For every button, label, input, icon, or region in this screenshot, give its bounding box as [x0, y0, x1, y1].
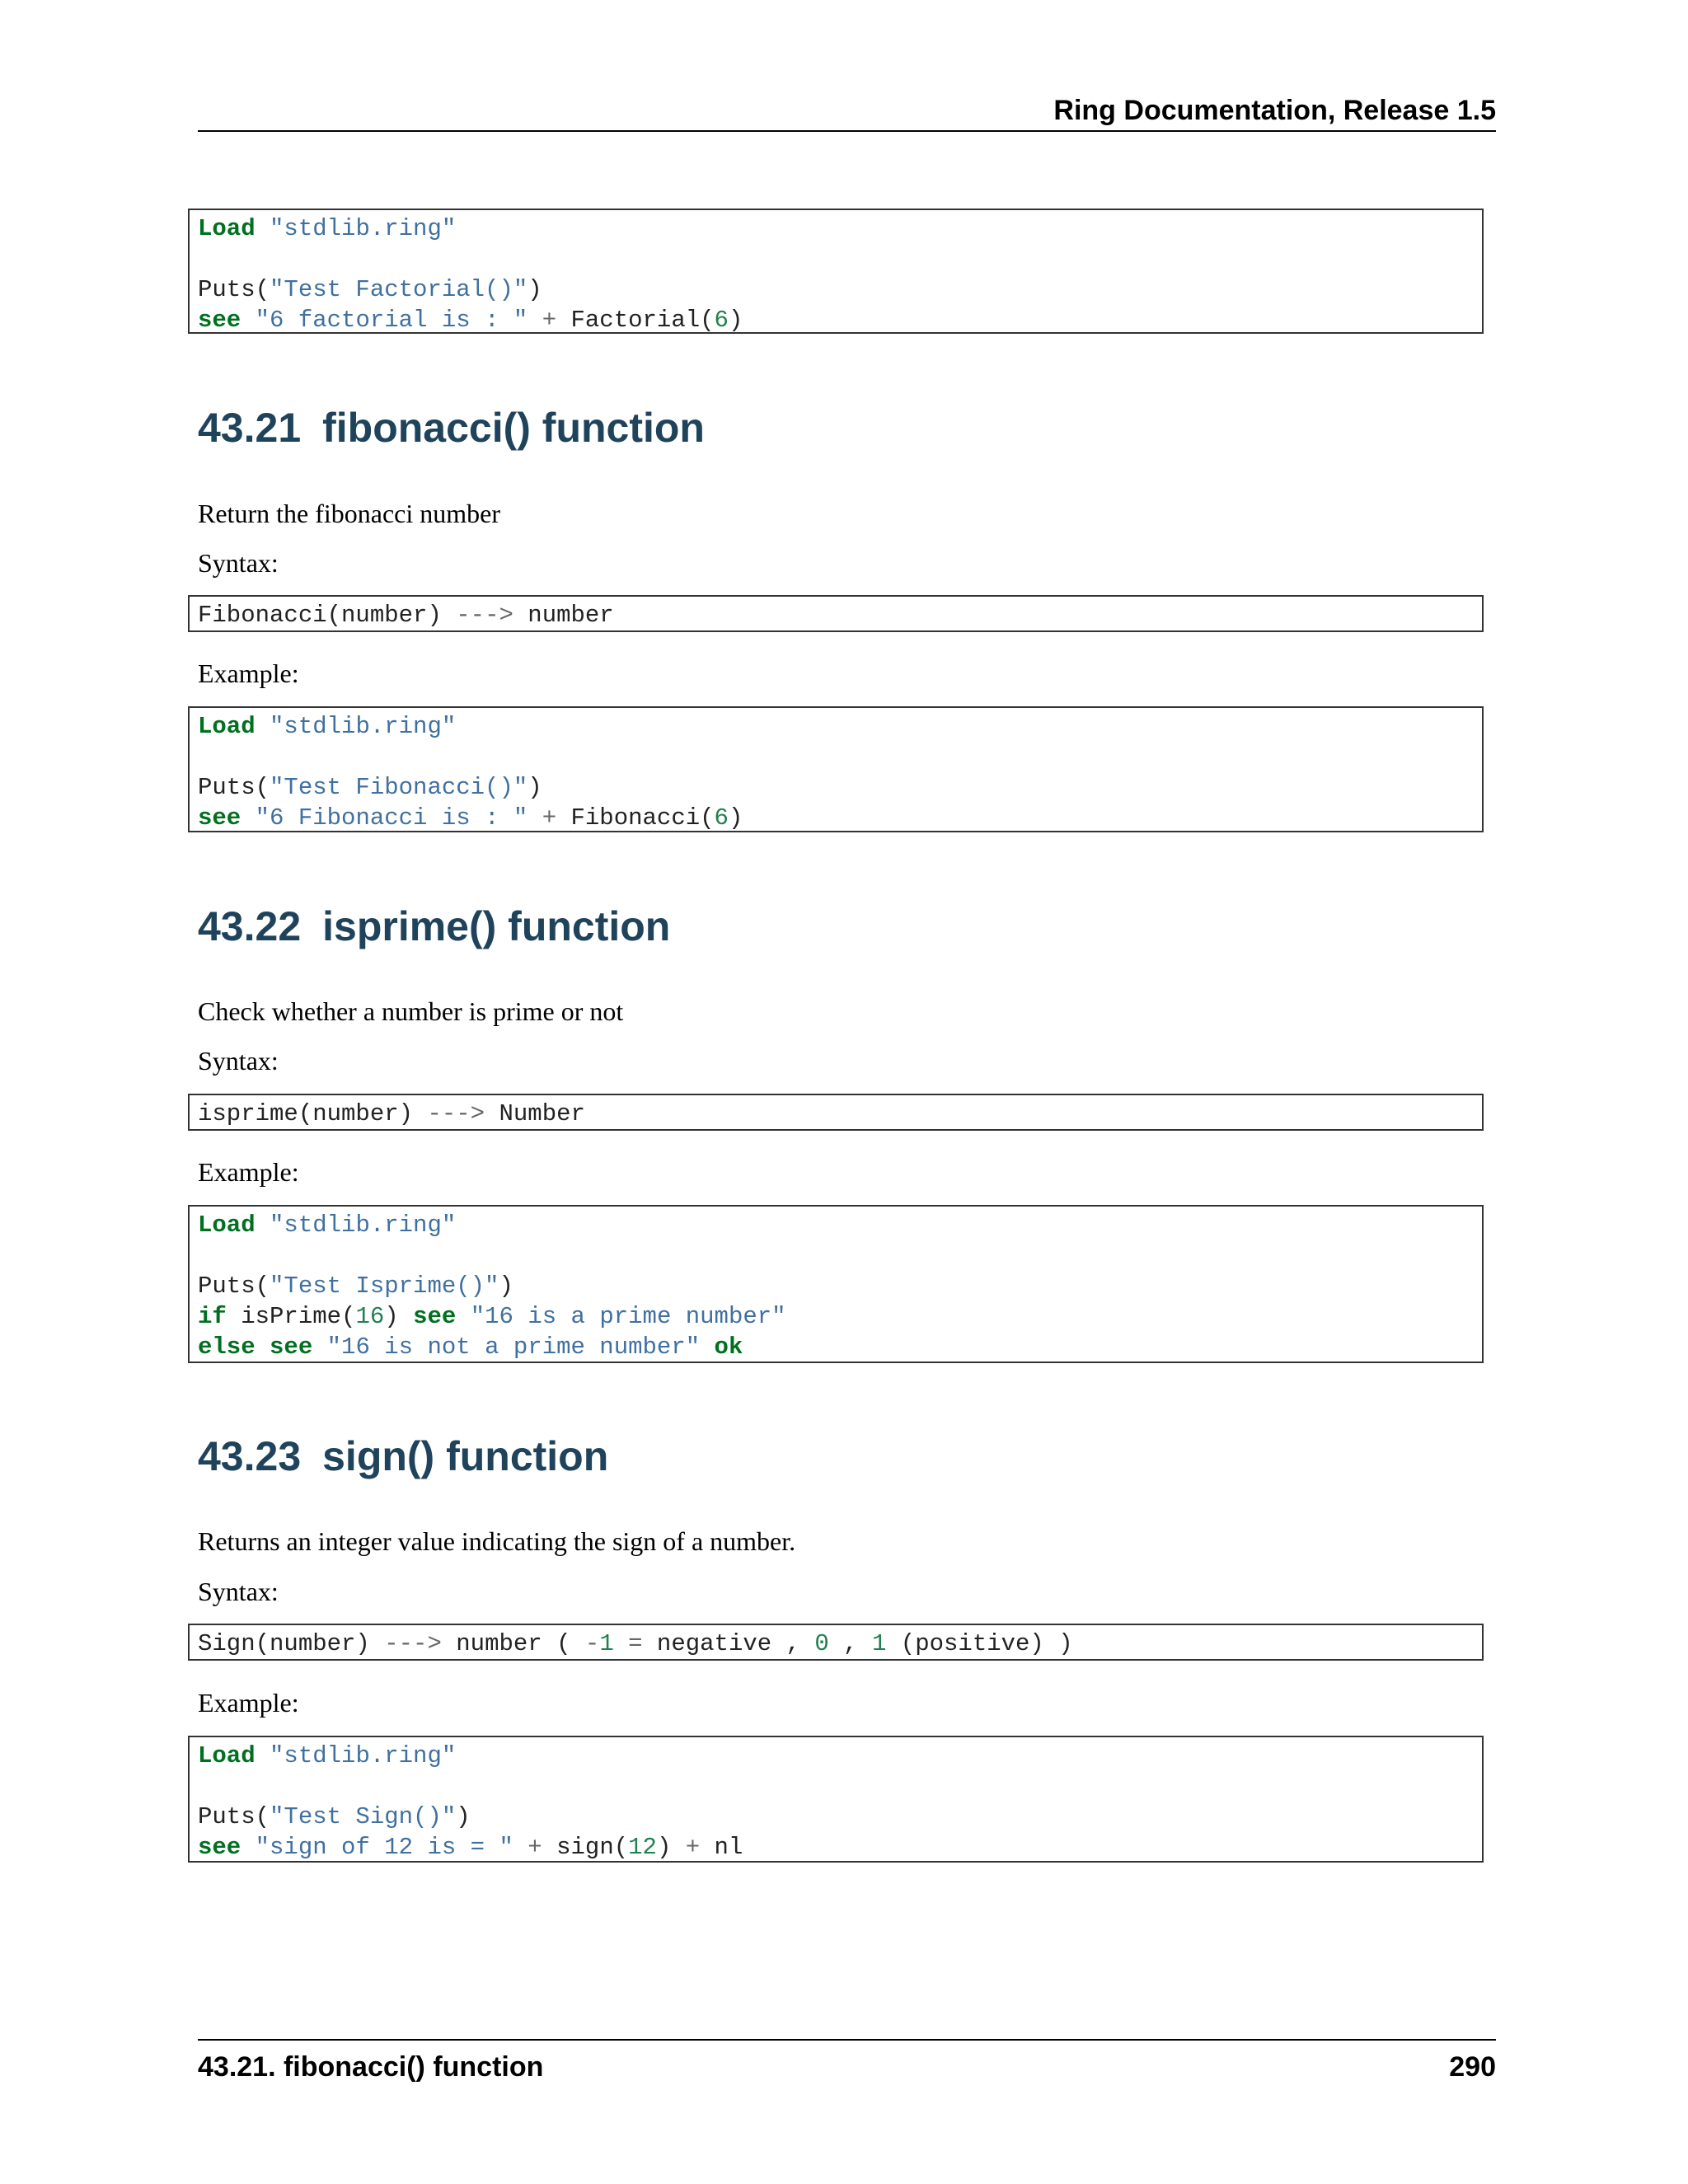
- example-label: Example:: [198, 1688, 299, 1718]
- code-text: isprime(number): [198, 1100, 428, 1127]
- section-title-text: fibonacci() function: [322, 405, 705, 451]
- code-text: [256, 215, 270, 242]
- code-text: [456, 1303, 470, 1330]
- code-text: Fibonacci(: [556, 804, 715, 832]
- section-description: Return the fibonacci number: [198, 499, 500, 528]
- code-line: [198, 803, 1474, 833]
- code-number: 16: [355, 1303, 385, 1330]
- code-line: [198, 742, 1474, 772]
- code-keyword: else: [198, 1333, 256, 1361]
- code-text: Puts(: [198, 276, 270, 303]
- code-text: Puts(: [198, 1803, 270, 1830]
- code-text: [256, 1742, 270, 1769]
- code-text: [614, 1630, 628, 1657]
- code-keyword: see: [270, 1333, 313, 1361]
- code-block-isprime-syntax: [188, 1094, 1484, 1131]
- code-number: 1: [872, 1630, 887, 1657]
- section-number: 43.23: [198, 1433, 302, 1479]
- code-text: [241, 307, 255, 334]
- footer-section-title: 43.21. fibonacci() function: [198, 2051, 544, 2083]
- code-text: ): [528, 774, 542, 801]
- code-string: "stdlib.ring": [270, 1742, 457, 1769]
- code-text: [513, 1834, 528, 1861]
- code-keyword: see: [198, 1834, 241, 1861]
- section-number: 43.21: [198, 405, 302, 451]
- section-title-text: isprime() function: [322, 903, 671, 949]
- section-description: Returns an integer value indicating the sign of a number.: [198, 1526, 796, 1556]
- code-text: negative ,: [642, 1630, 815, 1657]
- code-keyword: if: [198, 1303, 227, 1330]
- running-header: Ring Documentation, Release 1.5: [198, 91, 1496, 132]
- code-string: "Test Sign()": [270, 1803, 457, 1830]
- code-text: isPrime(: [226, 1303, 356, 1330]
- code-string: "sign of 12 is = ": [255, 1834, 513, 1861]
- code-line: [198, 1301, 1474, 1332]
- code-string: "Test Isprime()": [270, 1272, 499, 1300]
- code-line: [198, 772, 1474, 803]
- code-keyword: Load: [198, 1212, 256, 1239]
- code-text: [256, 1212, 270, 1239]
- code-block-sign-syntax: [188, 1624, 1484, 1661]
- syntax-label: Syntax:: [198, 1046, 279, 1076]
- code-string: "6 factorial is : ": [255, 307, 528, 334]
- code-text: [256, 713, 270, 740]
- code-text: Fibonacci(number): [198, 602, 457, 629]
- running-footer: [198, 2039, 1496, 2090]
- code-line: [198, 1629, 1474, 1659]
- code-text: ): [656, 1834, 686, 1861]
- code-text: (positive) ): [886, 1630, 1073, 1657]
- code-block-fibonacci-example: [188, 706, 1484, 832]
- example-label: Example:: [198, 1157, 299, 1187]
- code-text: ): [384, 1303, 414, 1330]
- section-title-text: sign() function: [322, 1433, 609, 1479]
- code-text: sign(: [542, 1834, 629, 1861]
- code-text: [256, 1333, 270, 1361]
- code-text: [241, 1834, 255, 1861]
- code-line: [198, 305, 1474, 335]
- code-text: Number: [485, 1100, 585, 1127]
- code-text: number: [513, 602, 614, 629]
- code-keyword: see: [413, 1303, 457, 1330]
- code-line: [198, 1741, 1474, 1771]
- code-line: [198, 1771, 1474, 1802]
- code-text: Puts(: [198, 1272, 270, 1300]
- code-text: nl: [700, 1834, 743, 1861]
- section-heading-isprime: [198, 900, 670, 953]
- code-text: [312, 1333, 326, 1361]
- code-text: ): [456, 1803, 471, 1830]
- code-number: 12: [628, 1834, 657, 1861]
- code-operator: +: [542, 307, 557, 334]
- code-string: "Test Fibonacci()": [270, 774, 528, 801]
- code-block-sign-example: [188, 1736, 1484, 1863]
- code-text: [241, 804, 255, 832]
- code-string: "stdlib.ring": [270, 713, 457, 740]
- code-keyword: Load: [198, 713, 256, 740]
- code-text: ): [728, 804, 743, 832]
- code-string: "stdlib.ring": [270, 215, 457, 242]
- code-number: 6: [714, 804, 729, 832]
- code-keyword: see: [198, 307, 241, 334]
- code-line: [198, 213, 1474, 244]
- code-block-isprime-example: [188, 1205, 1484, 1363]
- code-line: [198, 1099, 1474, 1129]
- code-string: "16 is not a prime number": [326, 1333, 701, 1361]
- code-text: ,: [828, 1630, 872, 1657]
- code-text: ): [499, 1272, 513, 1300]
- code-string: "Test Factorial()": [270, 276, 528, 303]
- code-line: [198, 1240, 1474, 1271]
- syntax-label: Syntax:: [198, 1577, 279, 1606]
- code-keyword: see: [198, 804, 241, 832]
- code-operator: --->: [456, 602, 513, 629]
- code-line: [198, 244, 1474, 274]
- example-label: Example:: [198, 658, 299, 688]
- code-line: [198, 1271, 1474, 1301]
- page-number: 290: [1449, 2051, 1496, 2083]
- code-number: 6: [714, 307, 729, 334]
- code-text: ): [728, 307, 743, 334]
- section-number: 43.22: [198, 903, 302, 949]
- code-text: [528, 307, 542, 334]
- code-number: 0: [814, 1630, 829, 1657]
- code-line: [198, 600, 1474, 630]
- section-heading-fibonacci: [198, 401, 705, 454]
- code-text: Puts(: [198, 774, 270, 801]
- code-line: [198, 1802, 1474, 1832]
- code-text: [528, 804, 542, 832]
- code-text: number (: [441, 1630, 585, 1657]
- code-text: [700, 1333, 714, 1361]
- code-operator: --->: [427, 1100, 485, 1127]
- code-operator: =: [628, 1630, 643, 1657]
- section-description: Check whether a number is prime or not: [198, 996, 624, 1026]
- code-line: [198, 1832, 1474, 1863]
- code-operator: --->: [384, 1630, 442, 1657]
- code-text: Factorial(: [556, 307, 715, 334]
- code-line: [198, 1332, 1474, 1362]
- code-text: Sign(number): [198, 1630, 385, 1657]
- code-text: ): [528, 276, 542, 303]
- code-string: "stdlib.ring": [270, 1212, 457, 1239]
- code-block-factorial-example: [188, 209, 1484, 334]
- code-line: [198, 1210, 1474, 1240]
- code-operator: +: [542, 804, 557, 832]
- syntax-label: Syntax:: [198, 548, 279, 578]
- code-keyword: Load: [198, 1742, 256, 1769]
- section-heading-sign: [198, 1430, 608, 1483]
- document-page: [198, 0, 1496, 2184]
- code-line: [198, 274, 1474, 305]
- code-operator: +: [528, 1834, 542, 1861]
- code-keyword: Load: [198, 215, 256, 242]
- code-operator: -: [584, 1630, 600, 1657]
- code-block-fibonacci-syntax: [188, 595, 1484, 632]
- code-line: [198, 711, 1474, 742]
- code-keyword: ok: [714, 1333, 743, 1361]
- code-number: 1: [599, 1630, 614, 1657]
- code-string: "16 is a prime number": [470, 1303, 786, 1330]
- code-operator: +: [685, 1834, 701, 1861]
- code-string: "6 Fibonacci is : ": [255, 804, 528, 832]
